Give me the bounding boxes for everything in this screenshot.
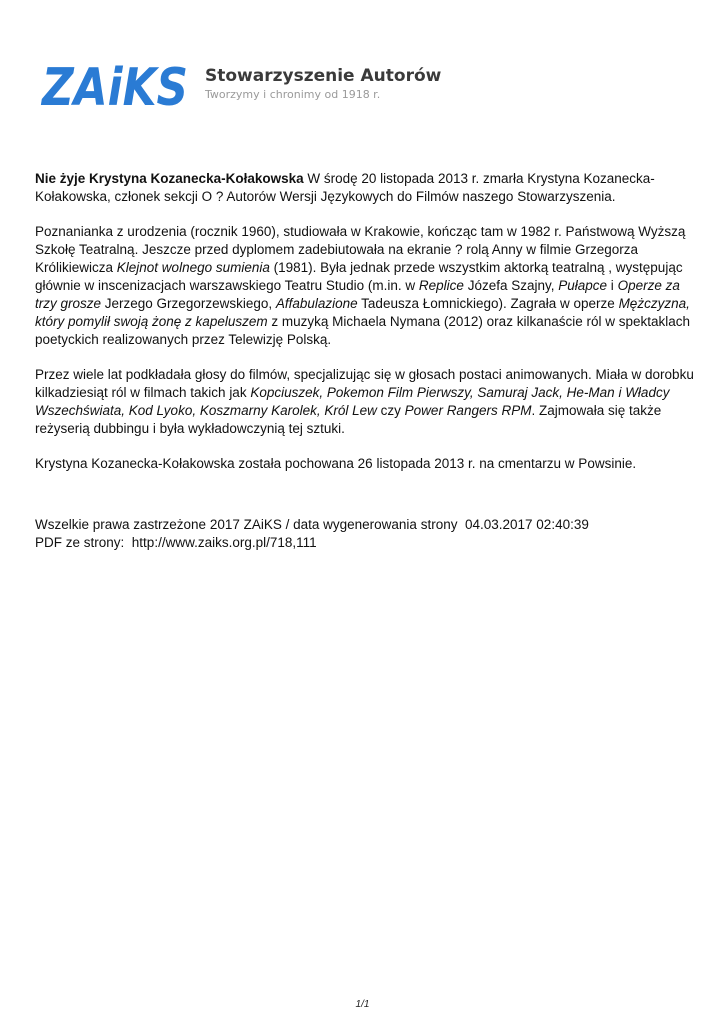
article-paragraph-1: Nie żyje Krystyna Kozanecka-Kołakowska W środę 20 listopada 2013 r. zmarła Krystyna Kozanecka-Kołakowska, członek sekcji O ? Autorów Wersji Językowych do Filmów naszego Stowarzyszenia. — [35, 171, 655, 204]
article-paragraph-3: Przez wiele lat podkładała głosy do filmów, specjalizując się w głosach postaci animowanych. Miała w dorobku kilkadziesiąt ról w filmach takich jak Kopciuszek, Pokemon Film Pierwszy, Samuraj Jack, He-Man i Władcy Wszechświata, Kod Lyoko, Koszmarny Karolek, Król Lew czy Power Rangers RPM. Zajmowała się także reżyserią dubbingu i była wykładowczynią tej sztuki. — [35, 367, 694, 436]
play-title: Affabulazione — [275, 296, 358, 311]
article-paragraph-4: Krystyna Kozanecka-Kołakowska została pochowana 26 listopada 2013 r. na cmentarzu w Powsinie. — [35, 456, 637, 471]
play-title: Replice — [418, 278, 464, 293]
article-title: Nie żyje Krystyna Kozanecka-Kołakowska — [35, 171, 304, 186]
zaiks-logo — [40, 57, 190, 118]
film-title: Power Rangers RPM — [404, 403, 532, 418]
opera-title: Mężczyzna, który pomylił swoją żonę z kapeluszem — [35, 296, 690, 329]
page-header — [40, 57, 700, 117]
page-number: 1/1 — [355, 999, 370, 1010]
pdf-source-url[interactable]: http://www.zaiks.org.pl/718,111 — [131, 535, 317, 550]
org-block — [205, 66, 441, 102]
rights-line: Wszelkie prawa zastrzeżone 2017 ZAiKS / data wygenerowania strony 04.03.2017 02:40:39 — [35, 517, 589, 532]
article — [35, 170, 695, 490]
org-name: Stowarzyszenie Autorów — [205, 66, 442, 86]
play-title: Pułapce — [558, 278, 608, 293]
page-footer — [35, 516, 695, 552]
play-title: Operze za trzy grosze — [35, 278, 680, 311]
film-title: Klejnot wolnego sumienia — [116, 260, 270, 275]
org-tagline: Tworzymy i chronimy od 1918 r. — [205, 88, 381, 101]
generated-date: 04.03.2017 02:40:39 — [464, 517, 589, 532]
zaiks-logo-text: ZAiKS — [40, 58, 188, 118]
film-list: Kopciuszek, Pokemon Film Pierwszy, Samuraj Jack, He-Man i Władcy Wszechświata, Kod Lyoko, Koszmarny Karolek, Król Lew — [35, 385, 670, 418]
pdf-source-line: PDF ze strony: http://www.zaiks.org.pl/718,111 — [35, 535, 317, 550]
article-paragraph-2: Poznanianka z urodzenia (rocznik 1960), studiowała w Krakowie, kończąc tam w 1982 r. Państwową Wyższą Szkołę Teatralną. Jeszcze przed dyplomem zadebiutowała na ekranie ? rolą Anny w filmie Grzegorza Królikiewicza Klejnot wolnego sumienia (1981). Była jednak przede wszystkim aktorką teatralną , występując głównie w inscenizacjach warszawskiego Teatru Studio (m.in. w Replice Józefa Szajny, Pułapce i Operze za trzy grosze Jerzego Grzegorzewskiego, Affabulazione Tadeusza Łomnickiego). Zagrała w operze Mężczyzna, który pomylił swoją żonę z kapeluszem z muzyką Michaela Nymana (2012) oraz kilkanaście ról w spektaklach poetyckich realizowanych przez Telewizję Polską. — [35, 224, 691, 347]
